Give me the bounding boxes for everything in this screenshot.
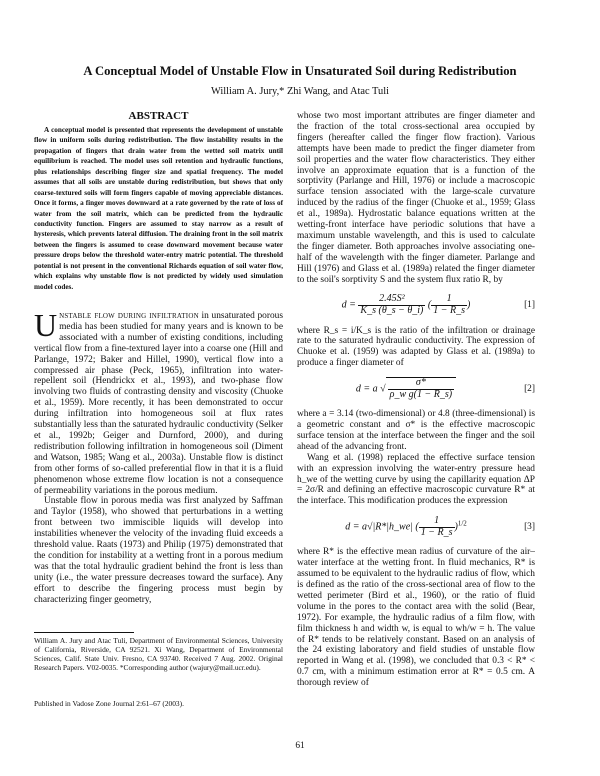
right-paragraph-4: Wang et al. (1998) replaced the effective surface tension with an expression involving the water-entry pressure head h_we of the wetting curve by using the capillarity equation ΔP = 2σ/R and defining an effective macroscopic curvature R* at the interface. This modification produces the expression — [297, 452, 535, 507]
intro-lead: nstable flow during infiltration — [59, 311, 199, 321]
right-paragraph-5: where R* is the effective mean radius of curvature of the air–water interface at the wetting front. In fluid mechanics, R* is assumed to be equivalent to the hydraulic radius of flow, which is defined as the ratio of the cross-sectional area of flow to the wetted perimeter (Bird et al., 1960), or the ratio of fluid volume in the pores to the contact area with the solid (Bear, 1972). For example, the hydraulic radius of a film flow, with film thickness h and width w, is equal to wh/w = h. The value of R* tends to be relatively constant. Based on an analysis of the 24 existing laboratory and field studies of unstable flow reported in Wang et al. (1998), we concluded that 0.3 < R* < 0.7 cm, with a minimum estimation error at R* = 0.5 cm. A thorough review of — [297, 547, 535, 689]
paper-title: A Conceptual Model of Unstable Flow in Unsaturated Soil during Redistribution — [83, 64, 517, 78]
drop-cap: U — [34, 307, 58, 343]
eq1-lhs: d = — [341, 299, 356, 311]
eq1-paren-denominator: 1 − R_s — [433, 305, 465, 316]
eq2-label: [2] — [524, 383, 535, 394]
abstract-heading: ABSTRACT — [128, 110, 189, 122]
intro-section — [34, 307, 283, 605]
right-paragraph-1: whose two most important attributes are finger diameter and the fraction of the total cross-sectional area occupied by fingers (hereafter called the finger flow fraction). Various attempts have been made to predict the finger diameter from soil properties and the water flow characteristics. They either involve an approximate equation that is a function of the sorptivity (Parlange and Hill, 1976) or include a macroscopic surface tension associated with the large-scale curvature induced by the radius of the finger (Chuoke et al., 1959; Glass et al., 1989a). Hydrostatic balance equations written at the wetting-front interface have periodic solutions that have a maximum unstable wavelength, and this is used to calculate the finger diameter. Both approaches involve associating one-half of the wavelength with the finger diameter. Parlange and Hill (1976) and Glass et al. (1989a) related the finger diameter to the soil's sorptivity S and the system flux ratio R, by — [297, 111, 535, 285]
eq3-denominator: 1 − R_s — [420, 526, 453, 538]
page-number: 61 — [295, 741, 305, 751]
eq3-exponent: 1/2 — [457, 519, 467, 528]
eq1-numerator: 2.45S² — [358, 294, 425, 306]
equation-1: d = $\frac{\text{2.45S²}}{K\_s (\theta\_s - \theta\_i)}$ ( $\frac{1}{1 - R\_s}$ ) [1] — [341, 293, 535, 316]
equation-3: d = a√|R*|h_we| ( $\frac{1}{1 - R\_s}$ )$^{1/2}$ [3] — [345, 514, 535, 538]
eq1-paren-numerator: 1 — [431, 294, 467, 306]
eq2-lhs: d = a — [355, 383, 378, 395]
eq1-label: [1] — [524, 300, 535, 311]
intro-text: in unsaturated porous media has been studied for many years and is known to be associated with a number of existing conditions, including vertical flow from a fine-textured layer into a coarse one (Hill and Parlange, 1972; Baker and Hillel, 1990), vertical flow into a compressed air phase (Peck, 1965), infiltration into water-repellent soil (Hendrickx et al., 1993), and two-phase flow involving two fluids of contrasting density and viscosity (Chuoke et al., 1959). More recently, it has been demonstrated to occur during infiltration into homogeneous soil at flux rates substantially less than the saturated hydraulic conductivity (Selker et al., 1992b; Geiger and Durnford, 2000), and during redistribution following infiltration in homogeneous soil (Diment and Watson, 1985; Wang et al., 2003a). Unstable flow is distinct from other forms of so-called preferential flow in that it is a fluid phenomenon whose extreme flow location is not a consequence of permeability variations in the porous medium. — [34, 311, 283, 496]
equation-2: d = a √ $\frac{\sigma*}{\text{ρ\_w g(1 − R\_s)}}$ [2] — [355, 377, 535, 401]
intro-paragraph-2: Unstable flow in porous media was first analyzed by Saffman and Taylor (1958), who showed that perturbations in a wetting front between two immiscible liquids will develop into instabilities whenever the velocity of the invading fluid exceeds a threshold value. Raats (1973) and Philip (1975) demonstrated that the condition for instability at a wetting front in a porous medium was that the total hydraulic gradient behind the front is less than unity (i.e., the water pressure decreases toward the surface). Any effort to describe the fingering process must begin by characterizing finger geometry, — [34, 496, 283, 605]
abstract-text: A conceptual model is presented that represents the development of unstable flow in uniform soils during redistribution. The flow instability results in the propagation of fingers that drain water from the wetted soil matrix until equilibrium is reached. The model uses soil retention and hydraulic functions, plus relationships describing finger size and spatial frequency. The model assumes that all soils are unstable during redistribution, but shows that only coarse-textured soils will form fingers capable of moving appreciable distances. Once it forms, a finger moves downward at a rate governed by the rate of loss of water from the soil matrix, which can be predicted from the hydraulic conductivity function. Fingers are assumed to stay narrow as a result of hysteresis, which prevents lateral diffusion. The draining front in the soil matrix between the fingers is assumed to cease downward movement because water pressure drops below the threshold water-entry matric potential. The threshold potential is not present in the conventional Richards equation of soil water flow, which explains why unstable flow is not predicted by widely used simulation model codes. — [34, 125, 283, 291]
right-column — [297, 111, 535, 689]
publication-info: Published in Vadose Zone Journal 2:61–67 (2003). — [34, 699, 184, 708]
eq3-label: [3] — [524, 521, 535, 532]
intro-paragraph-1 — [34, 307, 283, 496]
author-footnote: William A. Jury and Atac Tuli, Department of Environmental Sciences, University of California, Riverside, CA 92521. Xi Wang, Department of Environmental Sciences, Calif. State Univ. Fresno, CA 93740. Received 7 Aug. 2002. Original Research Papers. V02-0035. *Corresponding author (wajury@mail.ucr.edu). — [34, 636, 283, 672]
right-paragraph-3: where a = 3.14 (two-dimensional) or 4.8 (three-dimensional) is a geometric constant and σ* is the effective macroscopic surface tension at the interface between the finger and the soil ahead of the advancing front. — [297, 409, 535, 452]
eq2-denominator: ρ_w g(1 − R_s) — [389, 389, 453, 401]
eq3-lhs: d = a√|R*|h_we| — [345, 521, 413, 533]
author-list: William A. Jury,* Zhi Wang, and Atac Tuli — [211, 86, 389, 97]
eq2-numerator: σ* — [388, 378, 454, 390]
right-paragraph-2: where R_s = i/K_s is the ratio of the infiltration or drainage rate to the saturated hydraulic conductivity. The expression of Chuoke et al. (1959) was adapted by Glass et al. (1989a) to produce a finger diameter of — [297, 325, 535, 369]
left-column — [34, 111, 283, 292]
eq3-numerator: 1 — [419, 516, 455, 528]
eq1-denominator: K_s (θ_s − θ_i) — [360, 305, 424, 316]
footnote-divider — [34, 632, 134, 633]
